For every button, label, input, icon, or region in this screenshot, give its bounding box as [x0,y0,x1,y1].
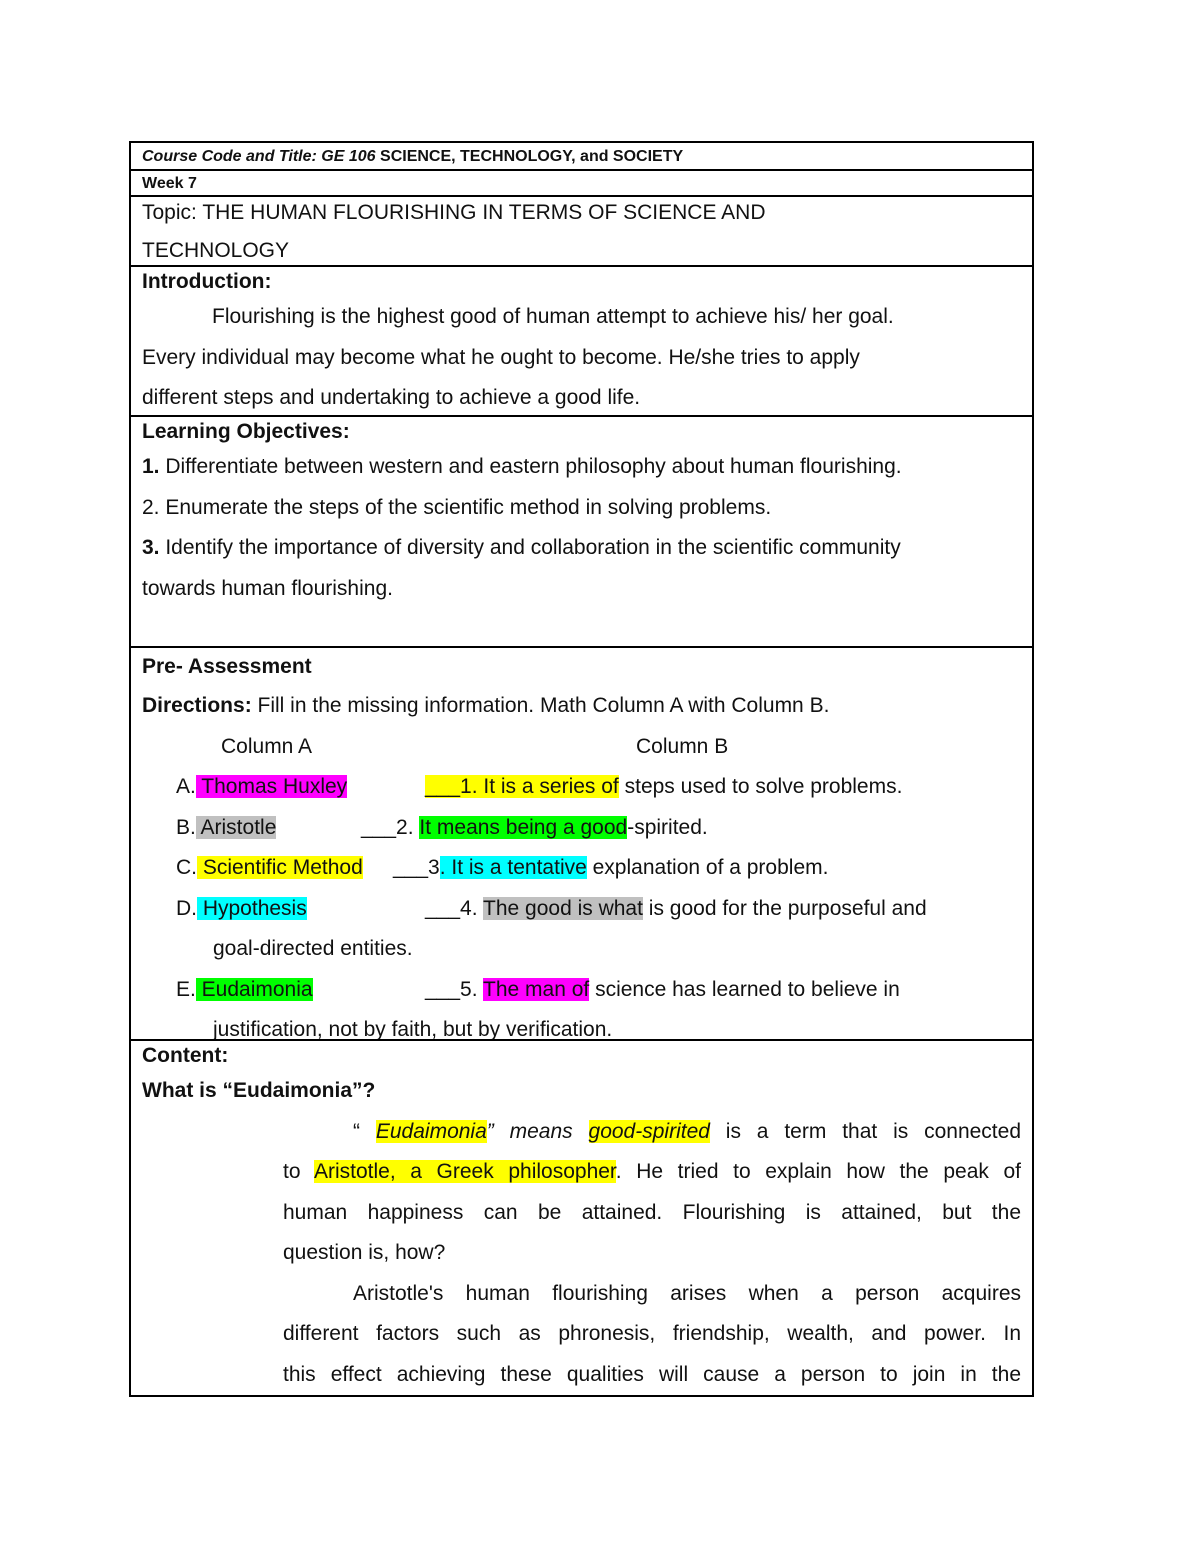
match-row-a [142,767,1021,808]
introduction-row [131,267,1032,417]
match-row-c [142,848,1021,889]
topic-line-2: TECHNOLOGY [142,239,290,262]
lesson-table [129,141,1034,1397]
match-row-d-cont: goal-directed entities. [213,937,413,960]
content-paragraph-1 [142,1112,1021,1274]
match-row-e [142,970,1021,1011]
intro-line-1: Flourishing is the highest good of human attempt to achieve his/ her goal. [212,305,894,328]
content-row [131,1041,1032,1395]
p1-line-3: human happiness can be attained. Flourishing is attained, but the [283,1200,1021,1224]
intro-line-2: Every individual may become what he ought to become. He/she tries to apply [142,345,860,369]
p2-line-3: this effect achieving these qualities will cause a person to join in the [283,1362,1021,1386]
week-label: Week 7 [142,175,197,192]
match-item-2: ___2. It means being a good-spirited. [361,815,708,839]
course-title: SCIENCE, TECHNOLOGY, and SOCIETY [380,148,684,165]
objective-item-3: 3. Identify the importance of diversity and collaboration in the scientific community [142,536,901,559]
intro-line-3: different steps and undertaking to achieve a good life. [142,386,641,409]
p2-line-2: different factors such as phronesis, friendship, wealth, and power. In [283,1322,1021,1345]
week-row [131,171,1032,197]
objectives-row [131,417,1032,648]
topic-line-1: Topic: THE HUMAN FLOURISHING IN TERMS OF SCIENCE AND [142,201,766,224]
course-row [131,143,1032,171]
match-item-4: ___4. The good is what is good for the purposeful and [425,896,927,920]
p1-line-1: “ Eudaimonia” means good-spirited is a term that is connected [353,1119,1021,1143]
pre-assessment-label: Pre- Assessment [142,655,312,678]
p1-line-2: to Aristotle, a Greek philosopher. He tried to explain how the peak of [283,1160,1021,1183]
match-row-e-cont: justification, not by faith, but by verification. [213,1018,613,1041]
column-headers [142,727,1021,768]
match-item-1: ___1. It is a series of steps used to solve problems. [425,775,903,798]
match-row-b [142,808,1021,849]
match-letter-b: B. Aristotle [176,815,277,839]
course-code: GE 106 [321,148,376,165]
p2-line-1: Aristotle's human flourishing arises when a person acquires [353,1281,1021,1305]
content-label: Content: [142,1044,229,1067]
objective-item-2: 2. Enumerate the steps of the scientific method in solving problems. [142,495,772,519]
match-item-5: ___5. The man of science has learned to believe in [425,977,900,1001]
match-letter-e: E. Eudaimonia [176,977,313,1001]
match-letter-a: A. Thomas Huxley [176,775,348,798]
column-b-header: Column B [636,734,729,758]
objective-item-3-cont: towards human flourishing. [142,576,393,600]
topic-row [131,197,1032,267]
match-letter-c: C. Scientific Method [176,856,363,879]
content-question: What is “Eudaimonia”? [142,1079,376,1102]
objective-item-1: 1. Differentiate between western and eastern philosophy about human flourishing. [142,455,902,478]
course-label: Course Code and Title: [142,148,317,165]
match-item-3: ___3. It is a tentative explanation of a problem. [393,856,829,879]
match-letter-d: D. Hypothesis [176,896,307,920]
directions: Directions: Fill in the missing information. Math Column A with Column B. [142,694,830,717]
introduction-label: Introduction: [142,270,272,293]
match-row-d [142,889,1021,930]
p1-line-4: question is, how? [283,1241,446,1264]
objectives-label: Learning Objectives: [142,420,350,443]
column-a-header: Column A [221,734,313,758]
pre-assessment-row [131,648,1032,1041]
content-paragraph-2 [142,1274,1021,1396]
